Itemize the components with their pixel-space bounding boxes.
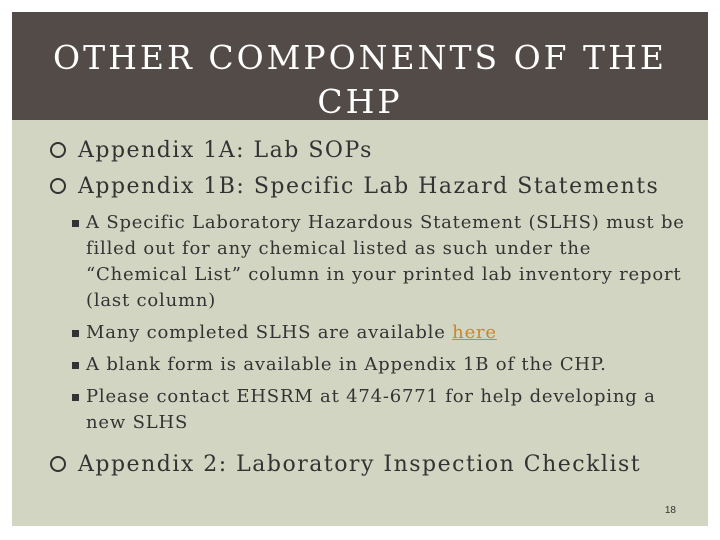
- sub-bullet-completed-slhs: [50, 320, 690, 346]
- circle-bullet-icon: [50, 142, 66, 158]
- slide: [12, 12, 708, 526]
- sub-bullet-slhs-requirement: [50, 210, 690, 314]
- sub-bullet-text: Please contact EHSRM at 474-6771 for help developing a new SLHS: [86, 386, 656, 433]
- circle-bullet-icon: [50, 456, 66, 472]
- square-bullet-icon: [72, 394, 79, 401]
- sub-bullet-contact-ehsrm: [50, 384, 690, 436]
- sub-bullet-blank-form: [50, 352, 690, 378]
- sub-bullet-text: Many completed SLHS are available: [86, 322, 453, 343]
- slide-body: [50, 136, 690, 480]
- square-bullet-icon: [72, 330, 79, 337]
- sub-bullet-text: A blank form is available in Appendix 1B of the CHP.: [86, 354, 607, 375]
- square-bullet-icon: [72, 220, 79, 227]
- bullet-appendix-2: [50, 450, 690, 480]
- bullet-text: Appendix 2: Laboratory Inspection Checklist: [78, 452, 642, 477]
- bullet-appendix-1b: [50, 172, 690, 202]
- square-bullet-icon: [72, 362, 79, 369]
- slide-title: OTHER COMPONENTS OF THE CHP: [53, 38, 667, 121]
- circle-bullet-icon: [50, 178, 66, 194]
- bullet-appendix-1a: [50, 136, 690, 166]
- bullet-text: Appendix 1B: Specific Lab Hazard Statements: [78, 174, 660, 199]
- here-link[interactable]: here: [452, 322, 497, 343]
- slide-number: 18: [664, 505, 676, 516]
- bullet-text: Appendix 1A: Lab SOPs: [78, 138, 373, 163]
- title-bar: [12, 12, 708, 120]
- sub-bullet-text: A Specific Laboratory Hazardous Statement (SLHS) must be filled out for any chemical listed as such under the “Chemical List” column in your printed lab inventory report (last column): [86, 212, 685, 311]
